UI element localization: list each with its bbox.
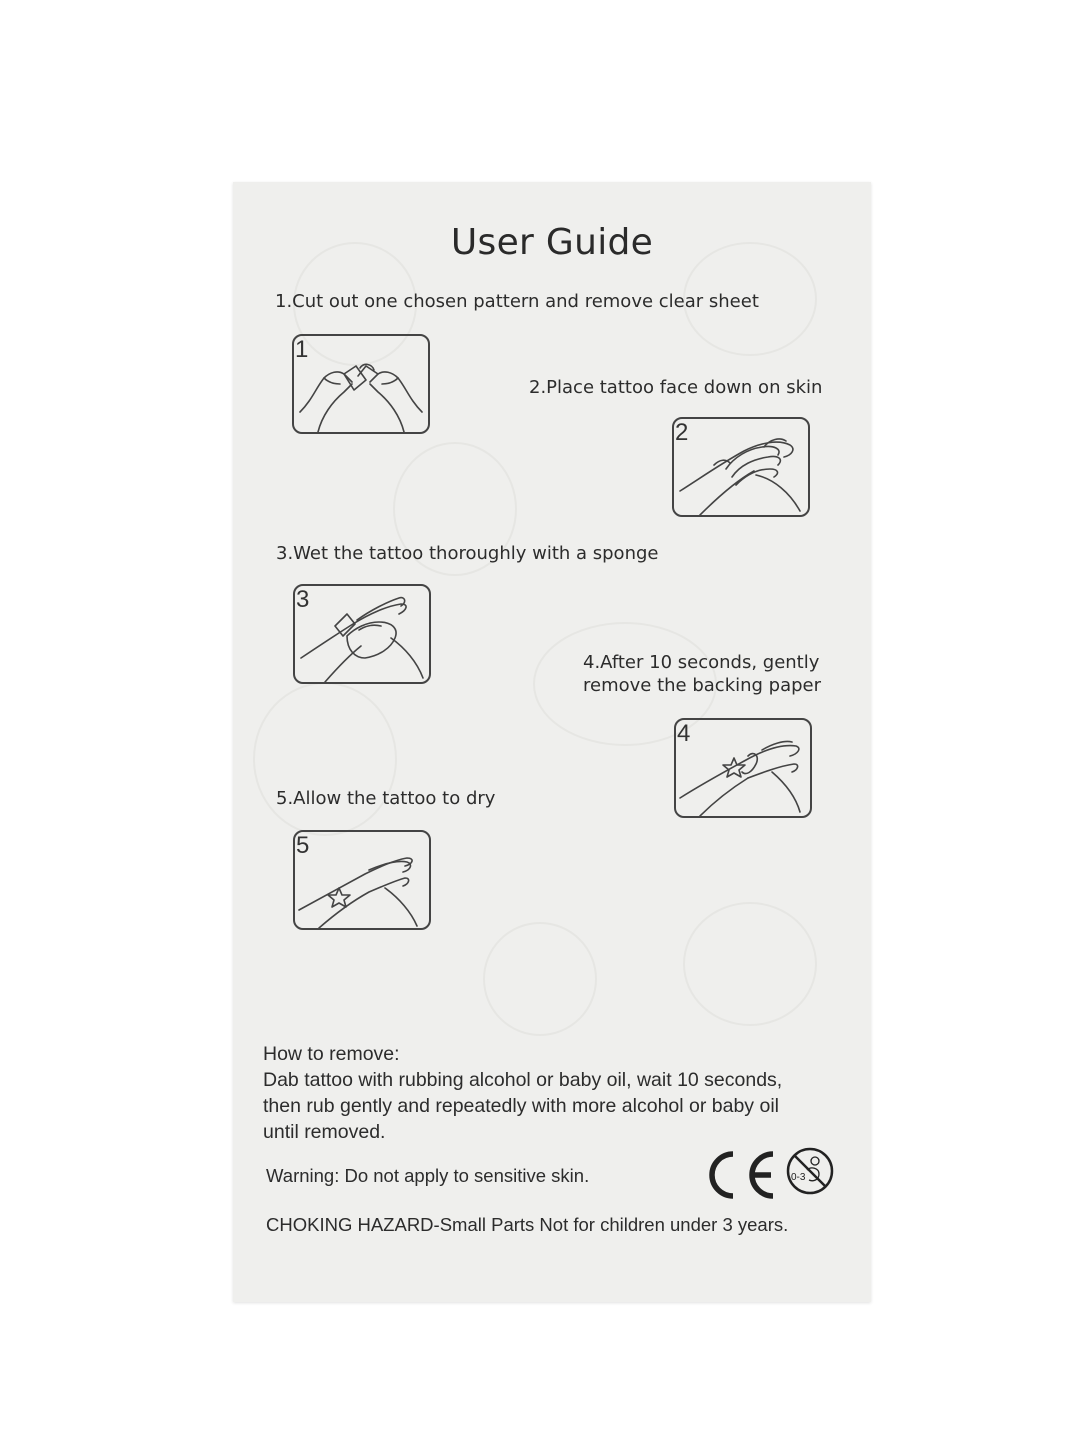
- step-1-illustration: [292, 334, 430, 434]
- step-1-number: 1: [295, 336, 309, 363]
- step-2-text: 2.Place tattoo face down on skin: [529, 377, 823, 398]
- step-4-text-line-2: remove the backing paper: [583, 675, 822, 696]
- user-guide-card: [233, 182, 871, 1302]
- removal-line-1: Dab tattoo with rubbing alcohol or baby oil, wait 10 seconds,: [263, 1069, 783, 1091]
- watermark-circle: [683, 902, 817, 1026]
- hand-peel-backing-icon: [676, 720, 810, 816]
- hand-sponge-icon: [295, 586, 429, 682]
- watermark-circle: [483, 922, 597, 1036]
- ce-mark-icon: [703, 1148, 779, 1202]
- warning-text: Warning: Do not apply to sensitive skin.: [266, 1165, 590, 1186]
- removal-heading: How to remove:: [263, 1043, 400, 1065]
- step-3-illustration: [293, 584, 431, 684]
- hand-star-tattoo-icon: [295, 832, 429, 928]
- hands-peeling-icon: [294, 336, 428, 432]
- hands-pressing-icon: [674, 419, 808, 515]
- removal-line-2: then rub gently and repeatedly with more alcohol or baby oil: [263, 1095, 779, 1117]
- step-3-number: 3: [296, 586, 310, 613]
- not-for-under-3-icon: [785, 1146, 835, 1196]
- page-title: User Guide: [450, 222, 654, 263]
- step-4-text-line-1: 4.After 10 seconds, gently: [583, 652, 820, 673]
- step-2-number: 2: [675, 419, 689, 446]
- step-1-text: 1.Cut out one chosen pattern and remove clear sheet: [275, 291, 759, 312]
- step-4-number: 4: [677, 720, 691, 747]
- step-3-text: 3.Wet the tattoo thoroughly with a sponge: [276, 543, 659, 564]
- watermark-circle: [253, 682, 397, 836]
- choking-hazard-text: CHOKING HAZARD-Small Parts Not for children under 3 years.: [266, 1214, 789, 1235]
- step-5-number: 5: [296, 832, 310, 859]
- removal-line-3: until removed.: [263, 1121, 386, 1143]
- step-4-illustration: [674, 718, 812, 818]
- age-label: 0-3: [791, 1172, 806, 1183]
- step-5-illustration: [293, 830, 431, 930]
- step-5-text: 5.Allow the tattoo to dry: [276, 788, 496, 809]
- step-2-illustration: [672, 417, 810, 517]
